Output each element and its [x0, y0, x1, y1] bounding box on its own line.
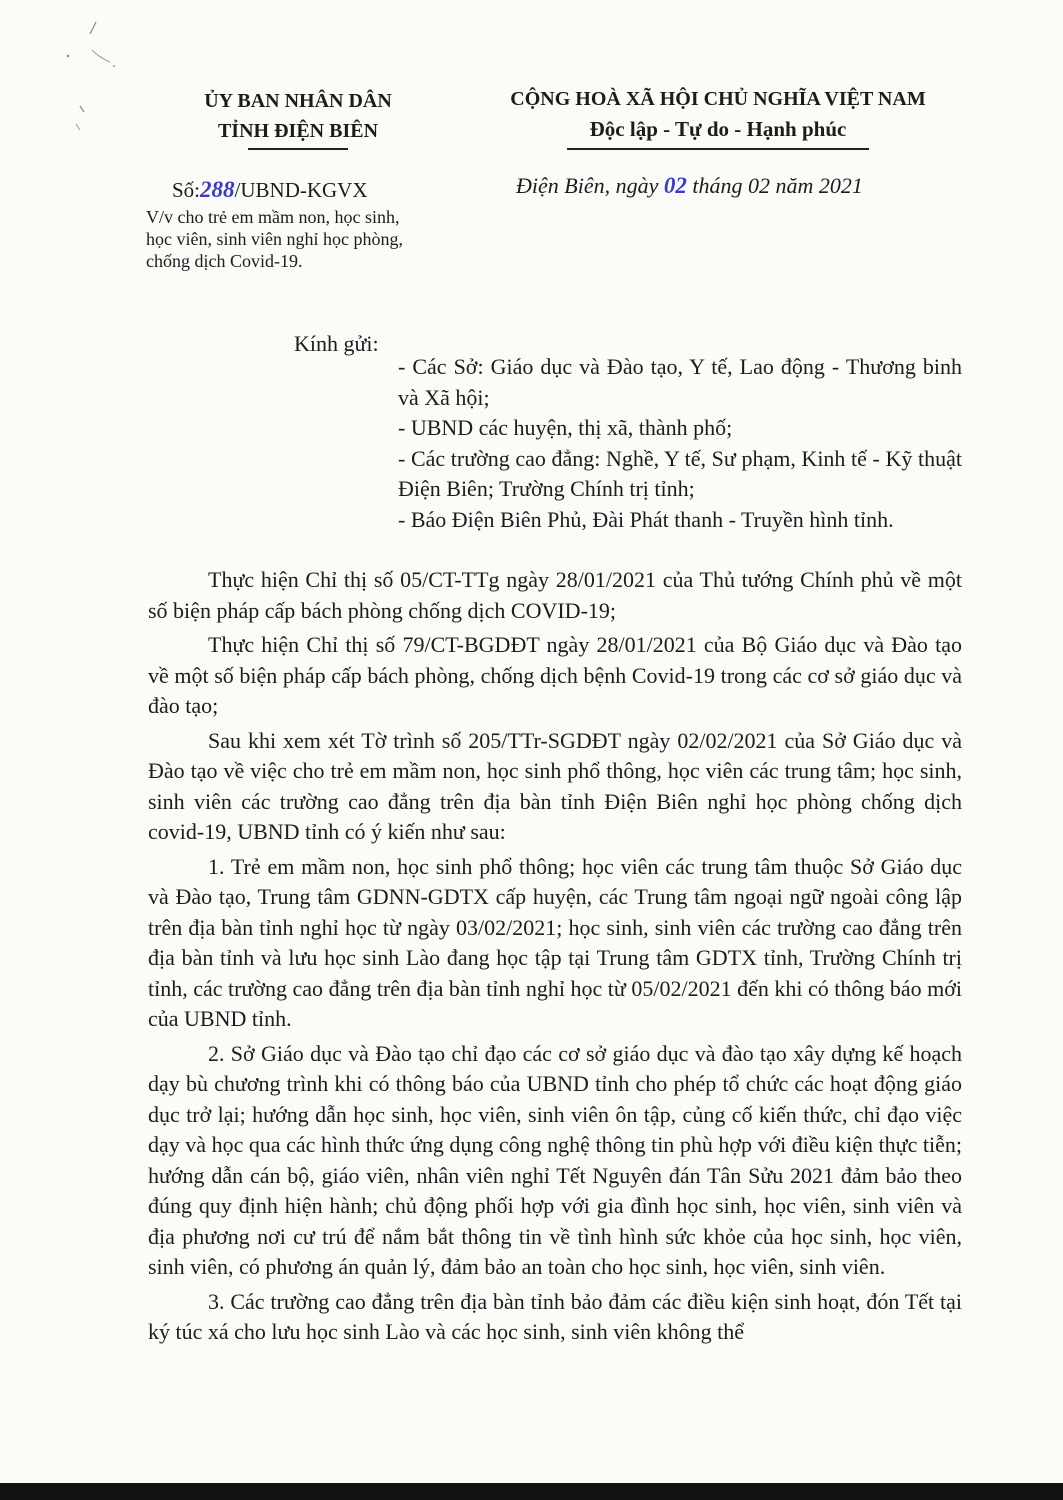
date-prefix: Điện Biên, ngày [516, 173, 659, 198]
subject-line: học viên, sinh viên nghỉ học phòng, [146, 229, 403, 249]
recipient-list [398, 352, 962, 535]
scan-marks [62, 20, 132, 140]
handwritten-document-number: 288 [200, 177, 235, 202]
body-paragraph: 3. Các trường cao đẳng trên địa bàn tỉnh bảo đảm các điều kiện sinh hoạt, đón Tết tại ký túc xá cho lưu học sinh Lào và các học sinh, sinh viên không thể [148, 1288, 962, 1344]
country-name: CỘNG HOÀ XÃ HỘI CHỦ NGHĨA VIỆT NAM [510, 88, 926, 110]
province-name: TỈNH ĐIỆN BIÊN [217, 120, 379, 142]
subject-line: chống dịch Covid-19. [146, 251, 303, 271]
document-number-suffix: /UBND-KGVX [234, 178, 368, 202]
body-paragraph: Thực hiện Chỉ thị số 79/CT-BGDĐT ngày 28/01/2021 của Bộ Giáo dục và Đào tạo về một số biện pháp cấp bách phòng, chống dịch bệnh Covid-19 trong các cơ sở giáo dục và đào tạo; [148, 632, 962, 718]
handwritten-day: 02 [663, 173, 687, 198]
agency-block [168, 86, 428, 146]
recipient-item: - UBND các huyện, thị xã, thành phố; [398, 415, 733, 440]
agency-name: ỦY BAN NHÂN DÂN [204, 90, 392, 112]
subject-line: V/v cho trẻ em mầm non, học sinh, [146, 207, 400, 227]
document-number [172, 176, 368, 204]
body-paragraph: Sau khi xem xét Tờ trình số 205/TTr-SGDĐT ngày 02/02/2021 của Sở Giáo dục và Đào tạo về việc cho trẻ em mầm non, học sinh phổ thông, học viên các trung tâm; học sinh, sinh viên các trường cao đẳng trên địa bàn tỉnh Điện Biên nghỉ học phòng chống dịch covid-19, UBND tỉnh có ý kiến như sau: [148, 727, 962, 844]
body-paragraph: 1. Trẻ em mầm non, học sinh phổ thông; học viên các trung tâm thuộc Sở Giáo dục và Đào tạo, Trung tâm GDNN-GDTX cấp huyện, các Trung tâm ngoại ngữ ngoài công lập trên địa bàn tỉnh nghỉ học từ ngày 03/02/2021; học sinh, sinh viên các trường cao đẳng trên địa bàn tỉnh và lưu học sinh Lào đang học tập tại Trung tâm GDTX tỉnh, Trường Chính trị tỉnh, các trường cao đẳng trên địa bàn tỉnh nghỉ học từ 05/02/2021 đến khi có thông báo mới của UBND tỉnh. [148, 853, 962, 1031]
agency-underline [248, 148, 348, 150]
recipient-item: - Các Sở: Giáo dục và Đào tạo, Y tế, Lao động - Thương binh và Xã hội; [398, 354, 962, 410]
scan-marks-graphic [62, 20, 132, 140]
subject [146, 206, 486, 272]
scan-bottom-edge [0, 1483, 1063, 1500]
motto-underline [567, 148, 869, 150]
date-line [516, 172, 863, 200]
document-body [148, 565, 962, 1352]
recipient-item: - Các trường cao đẳng: Nghề, Y tế, Sư phạm, Kinh tế - Kỹ thuật Điện Biên; Trường Chính trị tỉnh; [398, 445, 962, 501]
country-block [462, 84, 974, 144]
addressee-label: Kính gửi: [294, 331, 379, 356]
date-suffix: tháng 02 năm 2021 [692, 173, 863, 198]
body-paragraph: Thực hiện Chỉ thị số 05/CT-TTg ngày 28/01/2021 của Thủ tướng Chính phủ về một số biện pháp cấp bách phòng chống dịch COVID-19; [148, 567, 962, 623]
national-motto: Độc lập - Tự do - Hạnh phúc [589, 117, 847, 141]
document-number-prefix: Số: [172, 178, 201, 202]
recipient-item: - Báo Điện Biên Phủ, Đài Phát thanh - Truyền hình tỉnh. [398, 506, 894, 532]
body-paragraph: 2. Sở Giáo dục và Đào tạo chỉ đạo các cơ sở giáo dục và đào tạo xây dựng kế hoạch dạy bù chương trình khi có thông báo của UBND tỉnh cho phép tổ chức các hoạt động giáo dục trở lại; hướng dẫn học sinh, học viên, sinh viên ôn tập, củng cố kiến thức, chỉ đạo việc dạy và học qua các hình thức ứng dụng công nghệ thông tin phù hợp với điều kiện thực tiễn; hướng dẫn cán bộ, giáo viên, nhân viên nghỉ Tết Nguyên đán Tân Sửu 2021 đảm bảo theo đúng quy định hiện hành; chủ động phối hợp với gia đình học sinh, học viên, sinh viên và địa phương nơi cư trú để nắm bắt thông tin về tình hình sức khỏe của học sinh, học viên, sinh viên, có phương án quản lý, đảm bảo an toàn cho học sinh, học viên, sinh viên. [148, 1040, 962, 1279]
